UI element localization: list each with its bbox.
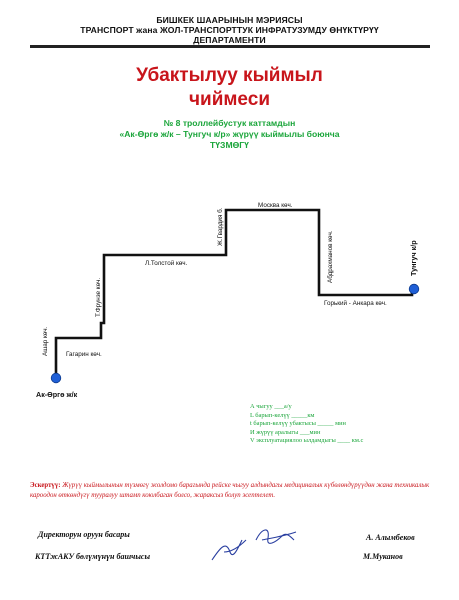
street-label-gagarin: Гагарин көч.	[66, 351, 102, 358]
param-interval: И жүрүү аралыгы ___мин	[250, 428, 321, 436]
street-label-gorky: Горький - Анкара көч.	[324, 300, 387, 307]
document-title-line1: Убактылуу кыймыл	[136, 65, 323, 86]
route-path	[56, 210, 412, 378]
route-endpoints: «Ак-Өргө ж/к – Тунгуч к/р» жүрүү кыймылы боюнча	[119, 129, 340, 139]
street-label-ashar: Ашар көч.	[42, 326, 49, 356]
start-stop-marker[interactable]	[51, 373, 61, 383]
note-text: Жүрүү кыймылынын түзмөгү жолдомо барагында рейске чыгуу алдындагы медициналык күбөлөндүрүүдөн жана техникалык кароодон өткөндүгү тууралуу штамп коюлбаган болсо, жараксыз болуп эсептелет.	[30, 482, 430, 499]
param-operating-speed: V эксплуатациялоо ылдамдыгы ____ км.с	[250, 437, 364, 445]
route-parameters	[250, 403, 363, 446]
director-name: А. Алымбеков	[366, 533, 415, 542]
department-header-line1: БИШКЕК ШААРЫНЫН МЭРИЯСЫ	[156, 15, 303, 25]
street-label-tolstoy: Л.Толстой көч.	[145, 260, 188, 267]
route-number: № 8 троллейбустук каттамдын	[163, 118, 296, 128]
signature-scribble	[212, 530, 296, 560]
note-paragraph	[30, 481, 440, 501]
head-name: М.Муканов	[363, 552, 403, 561]
route-scheme-label: ТҮЗМӨГҮ	[210, 140, 249, 150]
document-title-line2: чиймеси	[188, 89, 270, 110]
param-output: А чыгуу ___а/у	[250, 403, 292, 410]
param-round-trip-time: t барып-келүү убактысы _____ мин	[250, 420, 346, 428]
department-header-line3: ДЕПАРТАМЕНТИ	[193, 35, 266, 45]
start-stop-label: Ак-Өргө ж/к	[36, 390, 78, 399]
note-label: Эскертүү:	[30, 482, 61, 489]
end-stop-label: Тунгуч к/р	[409, 240, 418, 276]
end-stop-marker[interactable]	[409, 284, 419, 294]
director-title: Директорун оруун басары	[38, 530, 130, 539]
street-label-abdrakhmanov: Абдрахманов көч.	[327, 230, 334, 283]
head-title: КТТжАКУ бөлүмүнүн башчысы	[35, 552, 151, 561]
department-header-line2: ТРАНСПОРТ жана ЖОЛ-ТРАНСПОРТТУК ИНФРАТУЗУМДУ ӨНҮКТҮРҮҮ	[80, 25, 379, 35]
street-label-gvardia: Ж.Гвардия б.	[217, 207, 224, 246]
street-label-frunze: Т.Фрунзе көч.	[95, 277, 102, 317]
street-label-moskva: Москва көч.	[258, 202, 293, 209]
param-round-trip-length: L барып-келүү _____км	[250, 411, 315, 419]
